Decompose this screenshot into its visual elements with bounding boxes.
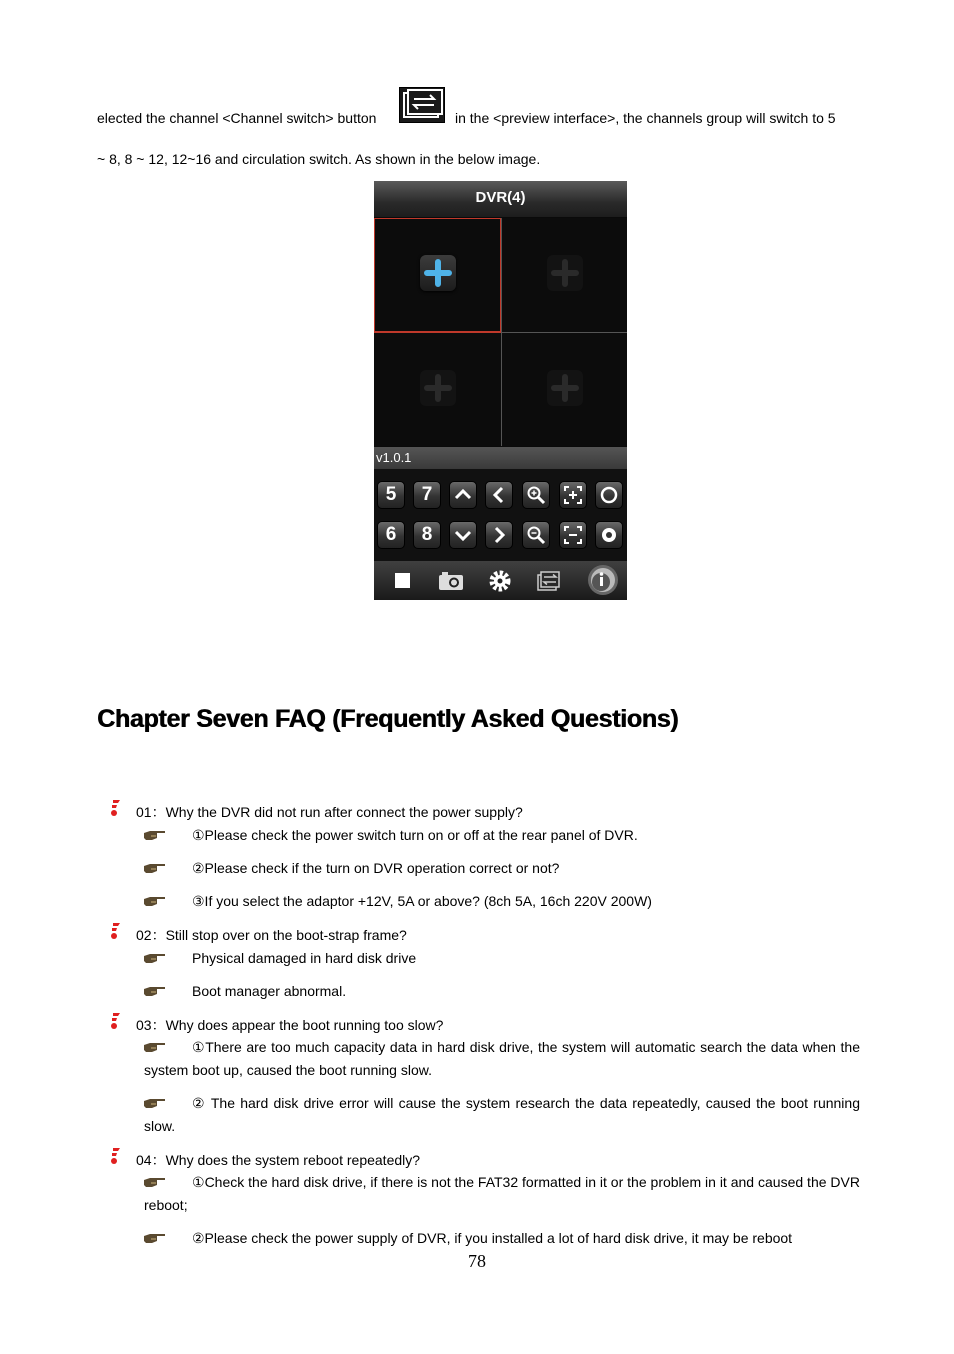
info-icon[interactable] [586,563,620,597]
add-channel-icon[interactable] [420,255,456,291]
grid-selection-border [374,332,501,333]
pointing-hand-icon [143,827,167,843]
faq-question-04: 04：Why does the system reboot repeatedly? [136,1152,421,1168]
bullet-icon [109,922,121,940]
channel-7-button[interactable]: 7 [413,481,441,509]
zoom-in-icon[interactable] [522,481,550,509]
add-channel-icon[interactable] [547,370,583,406]
stop-icon[interactable] [390,569,416,593]
channel-switch-icon[interactable] [536,569,562,593]
channel-cell-3[interactable] [374,333,501,446]
focus-in-icon[interactable] [559,481,587,509]
channel-6-button[interactable]: 6 [377,521,405,549]
pointing-hand-icon [143,893,167,909]
pointing-hand-icon [143,860,167,876]
iris-open-icon[interactable] [595,481,623,509]
faq-answer: Boot manager abnormal. [192,983,347,999]
grid-divider [501,332,627,333]
faq-answer: ②Please check if the turn on DVR operation correct or not? [192,860,560,876]
zoom-out-icon[interactable] [522,521,550,549]
right-arrow-icon[interactable] [485,521,513,549]
add-channel-icon[interactable] [547,255,583,291]
pointing-hand-icon [143,950,167,966]
bullet-icon [109,1147,121,1165]
channel-cell-1[interactable] [374,218,501,332]
channel-switch-icon [399,87,445,123]
faq-answer: ①Please check the power switch turn on or off at the rear panel of DVR. [192,827,638,843]
intro-text-line1-end: in the <preview interface>, the channels group will switch to 5 [455,110,836,126]
bullet-icon [109,1012,121,1030]
app-title: DVR(4) [374,181,627,217]
app-toolbar [374,561,627,600]
snapshot-icon[interactable] [438,569,464,593]
up-arrow-icon[interactable] [449,481,477,509]
faq-question-03: 03：Why does appear the boot running too slow? [136,1017,444,1033]
channel-8-button[interactable]: 8 [413,521,441,549]
left-arrow-icon[interactable] [485,481,513,509]
bullet-icon [109,799,121,817]
add-channel-icon[interactable] [420,370,456,406]
iris-close-icon[interactable] [595,521,623,549]
faq-answer: ①There are too much capacity data in hard disk drive, the system will automatic search the data when the system boot up, caused the boot running slow. [144,1039,860,1078]
faq-question-01: 01：Why the DVR did not run after connect the power supply? [136,804,523,820]
dvr-app-screenshot [374,181,627,600]
faq-question-02: 02：Still stop over on the boot-strap frame? [136,927,407,943]
ptz-control-panel [374,469,627,561]
focus-out-icon[interactable] [559,521,587,549]
gear-icon[interactable] [487,569,513,593]
page-number: 78 [468,1251,486,1271]
intro-text-line2: ~ 8, 8 ~ 12, 12~16 and circulation switch. As shown in the below image. [97,151,541,167]
channel-cell-4[interactable] [502,333,627,446]
intro-text-line1-start: elected the channel <Channel switch> button [97,110,377,126]
chapter-title: Chapter Seven FAQ (Frequently Asked Questions) [97,705,679,733]
pointing-hand-icon [143,983,167,999]
channel-cell-2[interactable] [502,218,627,332]
channel-5-button[interactable]: 5 [377,481,405,509]
faq-answer: ②Please check the power supply of DVR, if you installed a lot of hard disk drive, it may be reboot [192,1230,793,1246]
faq-answer: ①Check the hard disk drive, if there is not the FAT32 formatted in it or the problem in it and caused the DVR reboot; [144,1174,860,1213]
version-label: v1.0.1 [374,447,627,469]
down-arrow-icon[interactable] [449,521,477,549]
faq-answer: Physical damaged in hard disk drive [192,950,417,966]
faq-answer: ③If you select the adaptor +12V, 5A or above? (8ch 5A, 16ch 220V 200W) [192,893,652,909]
faq-answer: ② The hard disk drive error will cause the system research the data repeatedly, caused the boot running slow. [144,1095,860,1134]
